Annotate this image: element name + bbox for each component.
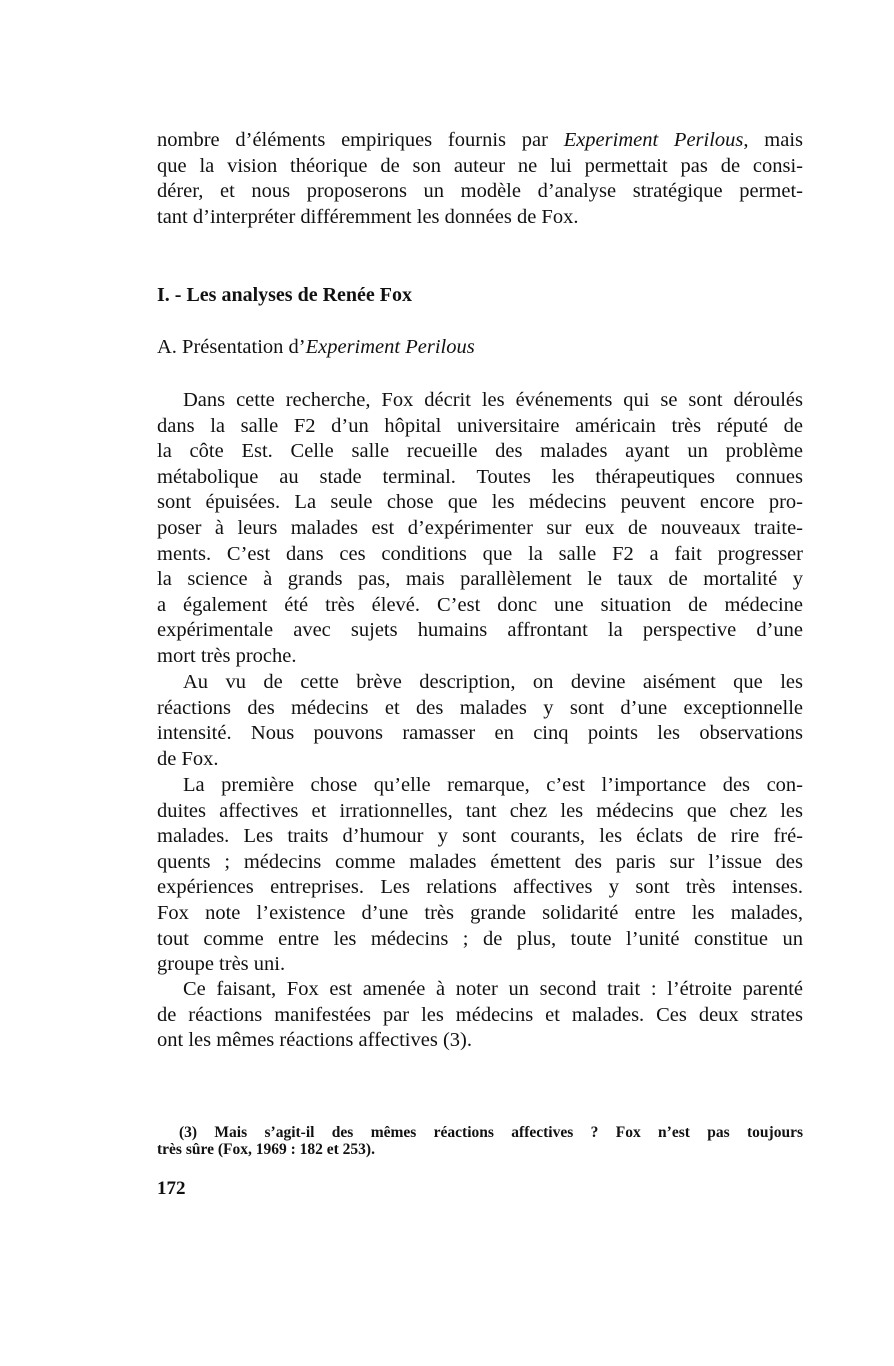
text-run: nombre d’éléments empiriques fournis par — [157, 129, 564, 151]
text-line: malades. Les traits d’humour y sont courants, les éclats de rire fré- — [157, 825, 803, 848]
footnote — [157, 1124, 803, 1158]
text-line: que la vision théorique de son auteur ne lui permettait pas de consi- — [157, 154, 803, 177]
paragraph-2 — [157, 670, 803, 772]
text-line: Ce faisant, Fox est amenée à noter un second trait : l’étroite parenté — [183, 978, 803, 1000]
paragraph-3 — [157, 773, 803, 978]
section-heading: I. - Les analyses de Renée Fox — [157, 284, 412, 306]
footnote-line: (3) Mais s’agit-il des mêmes réactions affectives ? Fox n’est pas toujours — [179, 1124, 803, 1141]
page-number: 172 — [157, 1178, 186, 1199]
text-line: expériences entreprises. Les relations affectives y sont très intenses. — [157, 876, 803, 899]
book-title: Experiment Perilous — [563, 129, 744, 151]
paragraph-4 — [157, 977, 803, 1054]
text-line: ments. C’est dans ces conditions que la salle F2 a fait progresser — [157, 542, 803, 565]
text-line: quents ; médecins comme malades émettent des paris sur l’issue des — [157, 850, 803, 873]
text-line: réactions des médecins et des malades y sont d’une exceptionnelle — [157, 696, 803, 719]
text-line: intensité. Nous pouvons ramasser en cinq points les observations — [157, 722, 803, 745]
section-heading-block — [157, 283, 803, 309]
text-line: la côte Est. Celle salle recueille des malades ayant un problème — [157, 440, 803, 463]
text-line: métabolique au stade terminal. Toutes les thérapeutiques connues — [157, 465, 803, 488]
text-line: de réactions manifestées par les médecins et malades. Ces deux strates — [157, 1003, 803, 1026]
text-line: Au vu de cette brève description, on devine aisément que les — [183, 671, 803, 693]
text-line: La première chose qu’elle remarque, c’est l’importance des con- — [183, 774, 803, 796]
text-line: de Fox. — [157, 747, 219, 770]
text-run: , mais — [743, 129, 804, 151]
subsection-heading — [157, 335, 803, 361]
text-line: dans la salle F2 d’un hôpital universitaire américain très réputé de — [157, 414, 803, 437]
text-line: expérimentale avec sujets humains affrontant la perspective d’une — [157, 619, 803, 642]
paragraph-1 — [157, 388, 803, 670]
text-line: groupe très uni. — [157, 953, 286, 976]
text-line: Dans cette recherche, Fox décrit les événements qui se sont déroulés — [183, 389, 803, 411]
text-run: A. Présentation d’ — [157, 336, 306, 358]
text-line: Fox note l’existence d’une très grande solidarité entre les malades, — [157, 901, 803, 924]
intro-paragraph — [157, 128, 803, 230]
text-line — [157, 128, 803, 154]
text-line: poser à leurs malades est d’expérimenter sur eux de nouveaux traite- — [157, 516, 803, 539]
text-line: duites affectives et irrationnelles, tant chez les médecins que chez les — [157, 799, 803, 822]
text-line: tant d’interpréter différemment les données de Fox. — [157, 205, 579, 228]
text-line: dérer, et nous proposerons un modèle d’analyse stratégique permet- — [157, 180, 803, 203]
text-line: tout comme entre les médecins ; de plus, toute l’unité constitue un — [157, 927, 803, 950]
book-title: Experiment Perilous — [305, 336, 475, 358]
text-line: mort très proche. — [157, 644, 297, 667]
text-line: a également été très élevé. C’est donc une situation de médecine — [157, 593, 803, 616]
text-line: la science à grands pas, mais parallèlement le taux de mortalité y — [157, 568, 803, 591]
text-line: ont les mêmes réactions affectives (3). — [157, 1029, 472, 1052]
footnote-line: très sûre (Fox, 1969 : 182 et 253). — [157, 1141, 375, 1158]
text-line: sont épuisées. La seule chose que les médecins peuvent encore pro- — [157, 491, 803, 514]
subsection-heading-block — [157, 335, 803, 361]
